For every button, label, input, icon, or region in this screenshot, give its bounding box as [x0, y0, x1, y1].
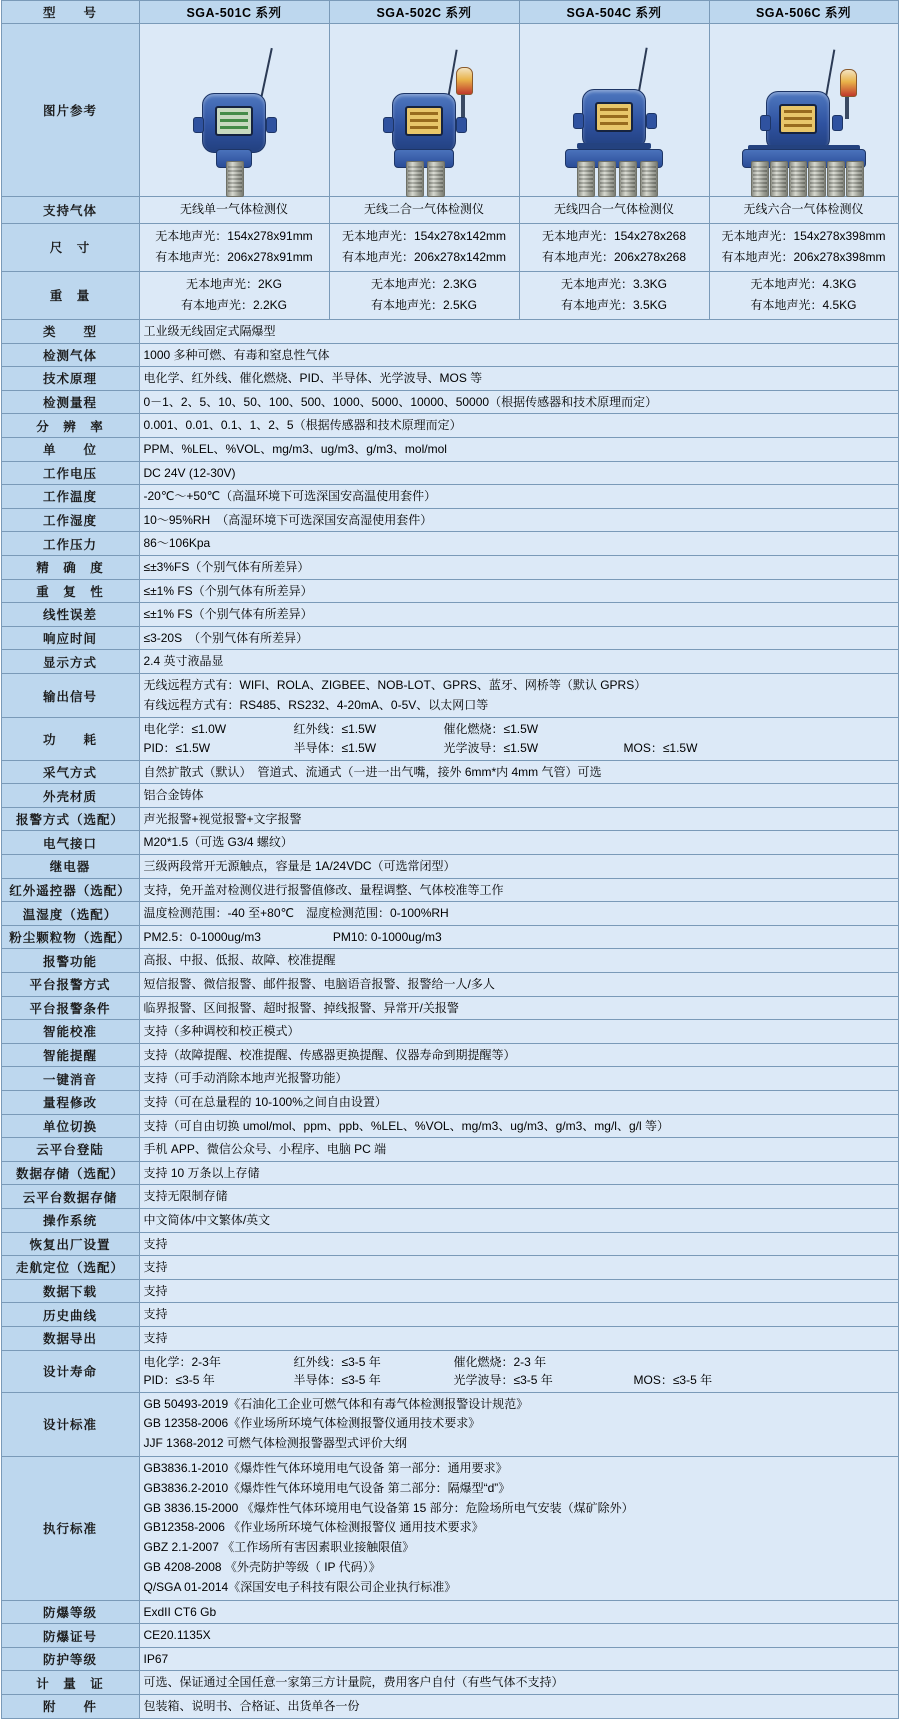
table-row-data-storage-option — [1, 1161, 898, 1185]
value-mute: 支持（可手动消除本地声光报警功能） — [139, 1067, 898, 1091]
value-relay: 三级两段常开无源触点，容量是 1A/24VDC（可选常闭型） — [139, 855, 898, 879]
table-row-electrical-port — [1, 831, 898, 855]
device-image-501c — [139, 24, 329, 197]
row-label-temperature: 工作温度 — [1, 485, 139, 509]
row-label-weight: 重 量 — [1, 271, 139, 319]
value-os: 中文简体/中文繁体/英文 — [139, 1208, 898, 1232]
value-tech: 电化学、红外线、催化燃烧、PID、半导体、光学波导、MOS 等 — [139, 367, 898, 391]
value-execution-standard — [139, 1457, 898, 1601]
row-label-metrology: 计 量 证 — [1, 1671, 139, 1695]
row-label-accuracy: 精 确 度 — [1, 555, 139, 579]
output-wireless: 无线远程方式有：WIFI、ROLA、ZIGBEE、NOB-LOT、GPRS、蓝牙、网桥等（默认 GPRS） — [143, 677, 647, 692]
table-row-ip-level — [1, 1647, 898, 1671]
life-optical: 光学波导：≤3-5 年 — [453, 1373, 553, 1388]
power-mos: MOS：≤1.5W — [623, 741, 698, 756]
power-blank — [624, 720, 744, 739]
execution-standard-line-1: GB3836.1-2010《爆炸性气体环境用电气设备 第一部分：通用要求》 — [143, 1461, 508, 1476]
table-row-history-curve — [1, 1303, 898, 1327]
table-row-execution-standard — [1, 1457, 898, 1601]
table-row-ir-remote — [1, 878, 898, 902]
weight-501c-with-alarm: 有本地声光：2.2KG — [180, 298, 288, 313]
value-linearity: ≤±1% FS（个别气体有所差异） — [139, 603, 898, 627]
row-label-size: 尺 寸 — [1, 223, 139, 271]
size-501c — [139, 223, 329, 271]
weight-506c-with-alarm: 有本地声光：4.5KG — [750, 298, 857, 313]
model-506c: SGA-506C 系列 — [709, 1, 898, 24]
value-gps-option: 支持 — [139, 1256, 898, 1280]
table-row-unit — [1, 437, 898, 461]
table-row-alarm-function — [1, 949, 898, 973]
table-row-power — [1, 718, 898, 760]
execution-standard-line-4: GB12358-2006 《作业场所环境气体检测报警仪 通用技术要求》 — [143, 1520, 484, 1535]
output-wired: 有线远程方式有：RS485、RS232、4-20mA、0-5V、以太网口等 — [143, 697, 489, 712]
design-standard-line-2: GB 12358-2006《作业场所环境气体检测报警仪通用技术要求》 — [143, 1416, 481, 1431]
size-502c-no-alarm: 无本地声光：154x278x142mm — [341, 228, 507, 243]
row-label-platform-alarm-mode: 平台报警方式 — [1, 973, 139, 997]
weight-504c — [519, 271, 709, 319]
row-label-image-reference: 图片参考 — [1, 24, 139, 197]
table-row-output-signal — [1, 673, 898, 718]
size-506c-with-alarm: 有本地声光：206x278x398mm — [721, 250, 886, 265]
value-electrical-port: M20*1.5（可选 G3/4 螺纹） — [139, 831, 898, 855]
table-row-accuracy — [1, 555, 898, 579]
value-ex-certificate: CE20.1135X — [139, 1624, 898, 1648]
model-501c: SGA-501C 系列 — [139, 1, 329, 24]
table-row-platform-alarm-condition — [1, 996, 898, 1020]
table-row-cloud-login — [1, 1138, 898, 1162]
row-label-voltage: 工作电压 — [1, 461, 139, 485]
power-optical: 光学波导：≤1.5W — [443, 741, 539, 756]
life-mos: MOS：≤3-5 年 — [633, 1373, 713, 1388]
row-label-temp-humidity-option: 温湿度（选配） — [1, 902, 139, 926]
execution-standard-line-3: GB 3836.15-2000 《爆炸性气体环境用电气设备第 15 部分：危险场所电气安装（煤矿除外） — [143, 1500, 634, 1515]
row-label-ip-level: 防护等级 — [1, 1647, 139, 1671]
value-resolution: 0.001、0.01、0.1、1、2、5（根据传感器和技术原理而定） — [139, 414, 898, 438]
value-response-time: ≤3-20S （个别气体有所差异） — [139, 626, 898, 650]
life-catalytic: 催化燃烧：2-3 年 — [453, 1354, 547, 1369]
weight-501c — [139, 271, 329, 319]
value-range: 0－1、2、5、10、50、100、500、1000、5000、10000、50000（根据传感器和技术原理而定） — [139, 390, 898, 414]
weight-506c-no-alarm: 无本地声光：4.3KG — [750, 276, 857, 291]
table-row-humidity — [1, 508, 898, 532]
table-row-tech — [1, 367, 898, 391]
value-ex-level: ExdII CT6 Gb — [139, 1600, 898, 1624]
table-row-sampling — [1, 760, 898, 784]
power-infrared: 红外线：≤1.5W — [293, 722, 377, 737]
size-501c-with-alarm: 有本地声光：206x278x91mm — [155, 250, 313, 265]
value-detect-gas: 1000 多种可燃、有毒和窒息性气体 — [139, 343, 898, 367]
gas-support-504c: 无线四合一气体检测仪 — [519, 197, 709, 224]
value-shell: 铝合金铸体 — [139, 784, 898, 808]
row-label-linearity: 线性误差 — [1, 603, 139, 627]
table-row-unit-switch — [1, 1114, 898, 1138]
row-label-alarm-function: 报警功能 — [1, 949, 139, 973]
size-504c-with-alarm: 有本地声光：206x278x268 — [541, 250, 687, 265]
value-unit: PPM、%LEL、%VOL、mg/m3、ug/m3、g/m3、mol/mol — [139, 437, 898, 461]
table-row-platform-alarm-mode — [1, 973, 898, 997]
power-electrochemical: 电化学：≤1.0W — [143, 722, 227, 737]
table-row-gps-option — [1, 1256, 898, 1280]
row-label-data-export: 数据导出 — [1, 1326, 139, 1350]
table-row-smart-calibration — [1, 1020, 898, 1044]
weight-502c-no-alarm: 无本地声光：2.3KG — [370, 276, 478, 291]
table-row-design-standard — [1, 1392, 898, 1456]
life-electrochemical: 电化学：2-3年 — [143, 1354, 221, 1369]
row-label-pressure: 工作压力 — [1, 532, 139, 556]
table-row-data-download — [1, 1279, 898, 1303]
row-label-design-life: 设计寿命 — [1, 1350, 139, 1392]
weight-504c-with-alarm: 有本地声光：3.5KG — [560, 298, 668, 313]
value-humidity: 10～95%RH （高湿环境下可选深国安高湿使用套件） — [139, 508, 898, 532]
table-row-factory-reset — [1, 1232, 898, 1256]
power-semiconductor: 半导体：≤1.5W — [293, 741, 377, 756]
row-label-response-time: 响应时间 — [1, 626, 139, 650]
value-data-storage-option: 支持 10 万条以上存储 — [139, 1161, 898, 1185]
value-dust-option: PM2.5：0-1000ug/m3 PM10: 0-1000ug/m3 — [139, 925, 898, 949]
value-sampling: 自然扩散式（默认） 管道式、流通式（一进一出气嘴，接外 6mm*内 4mm 气管）可选 — [139, 760, 898, 784]
row-label-gas-support: 支持气体 — [1, 197, 139, 224]
row-label-cloud-login: 云平台登陆 — [1, 1138, 139, 1162]
row-label-accessories: 附 件 — [1, 1695, 139, 1719]
row-label-category: 类 型 — [1, 319, 139, 343]
row-label-factory-reset: 恢复出厂设置 — [1, 1232, 139, 1256]
size-504c — [519, 223, 709, 271]
weight-502c-with-alarm: 有本地声光：2.5KG — [370, 298, 478, 313]
power-catalytic: 催化燃烧：≤1.5W — [443, 722, 539, 737]
row-label-tech: 技术原理 — [1, 367, 139, 391]
value-smart-reminder: 支持（故障提醒、校准提醒、传感器更换提醒、仪器寿命到期提醒等） — [139, 1043, 898, 1067]
row-label-detect-gas: 检测气体 — [1, 343, 139, 367]
table-row-data-export — [1, 1326, 898, 1350]
value-platform-alarm-condition: 临界报警、区间报警、超时报警、掉线报警、异常开/关报警 — [139, 996, 898, 1020]
value-data-download: 支持 — [139, 1279, 898, 1303]
row-label-range: 检测量程 — [1, 390, 139, 414]
design-standard-line-3: JJF 1368-2012 可燃气体检测报警器型式评价大纲 — [143, 1436, 407, 1451]
row-label-cloud-storage: 云平台数据存储 — [1, 1185, 139, 1209]
table-row-detect-gas — [1, 343, 898, 367]
design-standard-line-1: GB 50493-2019《石油化工企业可燃气体和有毒气体检测报警设计规范》 — [143, 1396, 529, 1411]
table-row-design-life — [1, 1350, 898, 1392]
value-cloud-storage: 支持无限制存储 — [139, 1185, 898, 1209]
size-506c — [709, 223, 898, 271]
size-501c-no-alarm: 无本地声光：154x278x91mm — [155, 228, 313, 243]
table-row-relay — [1, 855, 898, 879]
table-row-smart-reminder — [1, 1043, 898, 1067]
life-blank — [634, 1353, 764, 1372]
table-row-category — [1, 319, 898, 343]
table-row-display — [1, 650, 898, 674]
gas-detector-1-sensor-illustration — [159, 31, 309, 191]
value-factory-reset: 支持 — [139, 1232, 898, 1256]
value-display: 2.4 英寸液晶显 — [139, 650, 898, 674]
row-label-range-modify: 量程修改 — [1, 1090, 139, 1114]
model-502c: SGA-502C 系列 — [329, 1, 519, 24]
row-label-mute: 一键消音 — [1, 1067, 139, 1091]
value-output-signal — [139, 673, 898, 718]
row-label-ex-level: 防爆等级 — [1, 1600, 139, 1624]
value-design-life — [139, 1350, 898, 1392]
value-range-modify: 支持（可在总量程的 10-100%之间自由设置） — [139, 1090, 898, 1114]
table-row-pressure — [1, 532, 898, 556]
row-label-resolution: 分 辨 率 — [1, 414, 139, 438]
table-row-os — [1, 1208, 898, 1232]
execution-standard-line-5: GBZ 2.1-2007 《工作场所有害因素职业接触限值》 — [143, 1540, 415, 1555]
row-label-unit-switch: 单位切换 — [1, 1114, 139, 1138]
table-row-temp-humidity-option — [1, 902, 898, 926]
specification-table — [1, 0, 899, 1719]
life-pid: PID：≤3-5 年 — [143, 1373, 215, 1388]
table-row-temperature — [1, 485, 898, 509]
value-repeatability: ≤±1% FS（个别气体有所差异） — [139, 579, 898, 603]
value-unit-switch: 支持（可自由切换 umol/mol、ppm、ppb、%LEL、%VOL、mg/m3、ug/m3、g/m3、mg/l、g/l 等） — [139, 1114, 898, 1138]
life-semiconductor: 半导体：≤3-5 年 — [293, 1373, 381, 1388]
gas-detector-2-sensor-illustration — [349, 31, 499, 191]
row-label-platform-alarm-condition: 平台报警条件 — [1, 996, 139, 1020]
power-pid: PID：≤1.5W — [143, 741, 211, 756]
table-row-ex-certificate — [1, 1624, 898, 1648]
life-infrared: 红外线：≤3-5 年 — [293, 1354, 381, 1369]
row-label-data-storage-option: 数据存储（选配） — [1, 1161, 139, 1185]
row-label-ir-remote: 红外遥控器（选配） — [1, 878, 139, 902]
value-power — [139, 718, 898, 760]
table-row-alarm-mode — [1, 807, 898, 831]
row-label-execution-standard: 执行标准 — [1, 1457, 139, 1601]
table-row-size — [1, 223, 898, 271]
value-history-curve: 支持 — [139, 1303, 898, 1327]
device-image-504c — [519, 24, 709, 197]
weight-501c-no-alarm: 无本地声光：2KG — [185, 276, 282, 291]
row-label-model: 型 号 — [1, 1, 139, 24]
value-platform-alarm-mode: 短信报警、微信报警、邮件报警、电脑语音报警、报警给一人/多人 — [139, 973, 898, 997]
row-label-alarm-mode: 报警方式（选配） — [1, 807, 139, 831]
value-cloud-login: 手机 APP、微信公众号、小程序、电脑 PC 端 — [139, 1138, 898, 1162]
execution-standard-line-6: GB 4208-2008 《外壳防护等级（ IP 代码）》 — [143, 1560, 381, 1575]
value-smart-calibration: 支持（多种调校和校正模式） — [139, 1020, 898, 1044]
row-label-shell: 外壳材质 — [1, 784, 139, 808]
row-label-history-curve: 历史曲线 — [1, 1303, 139, 1327]
row-label-design-standard: 设计标准 — [1, 1392, 139, 1456]
device-image-506c — [709, 24, 898, 197]
size-502c — [329, 223, 519, 271]
row-label-output-signal: 输出信号 — [1, 673, 139, 718]
table-row-mute — [1, 1067, 898, 1091]
gas-support-502c: 无线二合一气体检测仪 — [329, 197, 519, 224]
row-label-gps-option: 走航定位（选配） — [1, 1256, 139, 1280]
gas-detector-4-sensor-illustration — [539, 31, 689, 191]
weight-504c-no-alarm: 无本地声光：3.3KG — [560, 276, 668, 291]
gas-support-506c: 无线六合一气体检测仪 — [709, 197, 898, 224]
value-accessories: 包装箱、说明书、合格证、出货单各一份 — [139, 1695, 898, 1719]
table-row-response-time — [1, 626, 898, 650]
table-row-cloud-storage — [1, 1185, 898, 1209]
value-design-standard — [139, 1392, 898, 1456]
table-row-metrology — [1, 1671, 898, 1695]
table-row-repeatability — [1, 579, 898, 603]
model-504c: SGA-504C 系列 — [519, 1, 709, 24]
row-label-display: 显示方式 — [1, 650, 139, 674]
value-alarm-mode: 声光报警+视觉报警+文字报警 — [139, 807, 898, 831]
gas-detector-6-sensor-illustration — [729, 31, 879, 191]
row-label-relay: 继电器 — [1, 855, 139, 879]
size-506c-no-alarm: 无本地声光：154x278x398mm — [721, 228, 886, 243]
device-image-502c — [329, 24, 519, 197]
value-voltage: DC 24V (12-30V) — [139, 461, 898, 485]
row-label-data-download: 数据下载 — [1, 1279, 139, 1303]
table-row-model — [1, 1, 898, 24]
value-metrology: 可选、保证通过全国任意一家第三方计量院，费用客户自付（有些气体不支持） — [139, 1671, 898, 1695]
row-label-power: 功 耗 — [1, 718, 139, 760]
table-row-linearity — [1, 603, 898, 627]
size-502c-with-alarm: 有本地声光：206x278x142mm — [341, 250, 507, 265]
row-label-smart-calibration: 智能校准 — [1, 1020, 139, 1044]
table-row-gas-support — [1, 197, 898, 224]
table-row-range-modify — [1, 1090, 898, 1114]
value-ip-level: IP67 — [139, 1647, 898, 1671]
table-row-image-reference — [1, 24, 898, 197]
table-row-accessories — [1, 1695, 898, 1719]
size-504c-no-alarm: 无本地声光：154x278x268 — [541, 228, 687, 243]
table-row-weight — [1, 271, 898, 319]
row-label-unit: 单 位 — [1, 437, 139, 461]
row-label-repeatability: 重 复 性 — [1, 579, 139, 603]
row-label-ex-certificate: 防爆证号 — [1, 1624, 139, 1648]
row-label-os: 操作系统 — [1, 1208, 139, 1232]
value-data-export: 支持 — [139, 1326, 898, 1350]
value-category: 工业级无线固定式隔爆型 — [139, 319, 898, 343]
execution-standard-line-7: Q/SGA 01-2014《深国安电子科技有限公司企业执行标准》 — [143, 1579, 457, 1594]
row-label-dust-option: 粉尘颗粒物（选配） — [1, 925, 139, 949]
value-accuracy: ≤±3%FS（个别气体有所差异） — [139, 555, 898, 579]
value-alarm-function: 高报、中报、低报、故障、校准提醒 — [139, 949, 898, 973]
table-row-resolution — [1, 414, 898, 438]
gas-support-501c: 无线单一气体检测仪 — [139, 197, 329, 224]
weight-502c — [329, 271, 519, 319]
row-label-electrical-port: 电气接口 — [1, 831, 139, 855]
table-row-range — [1, 390, 898, 414]
row-label-humidity: 工作湿度 — [1, 508, 139, 532]
value-temp-humidity-option: 温度检测范围：-40 至+80℃ 湿度检测范围：0-100%RH — [139, 902, 898, 926]
table-row-dust-option — [1, 925, 898, 949]
table-row-shell — [1, 784, 898, 808]
weight-506c — [709, 271, 898, 319]
value-pressure: 86～106Kpa — [139, 532, 898, 556]
row-label-smart-reminder: 智能提醒 — [1, 1043, 139, 1067]
value-ir-remote: 支持，免开盖对检测仪进行报警值修改、量程调整、气体校准等工作 — [139, 878, 898, 902]
value-temperature: -20℃～+50℃（高温环境下可选深国安高温使用套件） — [139, 485, 898, 509]
execution-standard-line-2: GB3836.2-2010《爆炸性气体环境用电气设备 第二部分：隔爆型“d”》 — [143, 1480, 511, 1495]
row-label-sampling: 采气方式 — [1, 760, 139, 784]
table-row-voltage — [1, 461, 898, 485]
